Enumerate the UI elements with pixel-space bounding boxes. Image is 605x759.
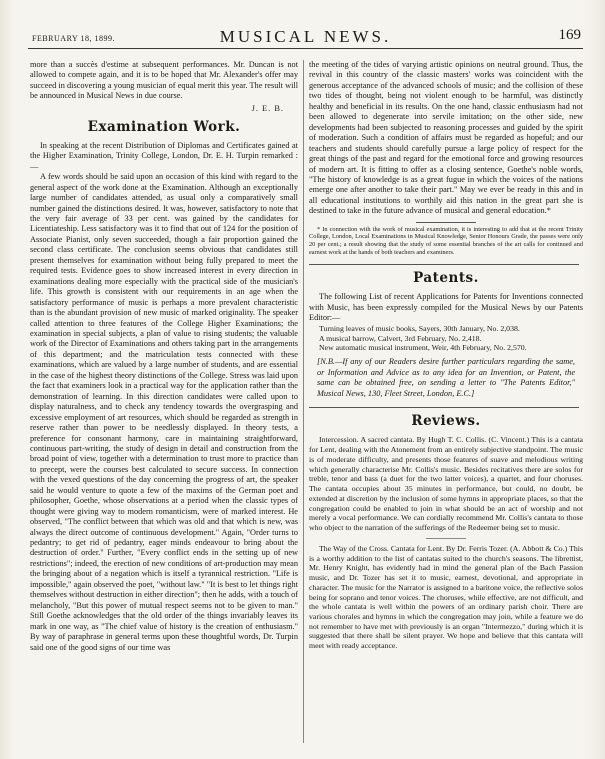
intro-signature: J. E. B. <box>251 103 284 113</box>
patents-note: [N.B.—If any of our Readers desire further particulars regarding the same, or Information and Advice as to any idea for an Invention, or Patent, the same can be obtained free, on sending a letter to "The Patents Editor," Musical News, 130, Fleet Street, London, E.C.] <box>317 357 575 398</box>
footnote-divider <box>416 222 476 223</box>
page-number: 169 <box>558 27 581 43</box>
patent-entry: A musical barrow, Calvert, 3rd February, No. 2,418. <box>319 333 482 343</box>
examination-work-heading: Examination Work. <box>87 118 241 135</box>
section-separator <box>309 264 579 265</box>
masthead-title: MUSICAL NEWS. <box>219 27 392 46</box>
article-paragraph-1: In speaking at the recent Distribution of Diplomas and Certificates gained at the Higher Examination, Trinity College, London, Dr. E. H. Turpin remarked :— <box>30 140 298 171</box>
intro-paragraph: more than a succès d'estime at subsequent performances. Mr. Duncan is not allowed to compete again, and it is to be hoped that Mr. Alexander's offer may succeed in discovering a young musician of equal merit this year. The result will be announced in Musical News in due course. <box>30 60 298 101</box>
article-continuation: the meeting of the tides of varying artistic opinions on neutral ground. Thus, the revival in this country of the classic masters' works was coincident with the generous acceptance of the advanced schools of music; and the collision of these two tides of thought, being not violent enough to be harmful, was distinctly healthy and beneficial in its results. On the one hand, classic enthusiasm had not been allowed to degenerate into servile imitation; on the other side, new developments had been subjected to reasoning processes and guided by the spirit of moderation. Such a condition of affairs must be regarded as hopeful; and our teachers and students should carefully pursue a large policy of respect for the great things of the past and regard for the emotional force and growing resources of modern art. It is fitting to offer as a closing sentence, Goethe's noble words, "The history of knowledge is as a great fugue in which the voices of the nations emerge one after another to take their part." May we ever be ready in this and in all educational institutions to worthily aid this nation in the great part she is destined to take in the future advance of musical and general education.* <box>309 60 583 216</box>
right-column <box>309 60 583 745</box>
left-column <box>30 60 298 745</box>
page-header <box>28 24 583 49</box>
section-separator <box>309 407 579 408</box>
issue-date: FEBRUARY 18, 1899. <box>32 34 115 43</box>
footnote: * In connection with the work of musical examination, it is interesting to add that at the recent Trinity College, London, Local Examinations in Musical Knowledge, Senior Honours Grade, the passes were only 20 per cent.; a result showing that the study of some essential branches of the art calls for continued and earnest work at the hands of both teachers and examiners. <box>309 225 583 256</box>
patent-entry: New automatic musical instrument, Weir, 4th February, No. 2,570. <box>319 343 527 353</box>
patents-heading: Patents. <box>413 270 479 287</box>
reviews-heading: Reviews. <box>411 413 481 430</box>
review-divider <box>426 538 466 539</box>
review-entry: The Way of the Cross. Cantata for Lent. By Dr. Ferris Tozer. (A. Abbott & Co.) This is a worthy addition to the list of cantatas suited to the church's seasons. The librettist, Mr. Henry Knight, has evidently had in mind the general plan of the Bach Passion music, and Dr. Tozer has set it to music, earnest, devotional, and appropriate in character. The music for the Narrator is assigned to a baritone voice, the reflective solos being for soprano and tenor voices. The choruses, while effective, are not difficult, and the whole cantata is well within the powers of an ordinary parish choir. There are various chorales and hymns in which the congregation may join, while a feature we do not remember to have met with previously is an organ "Intermezzo," during which it is suggested that there shall be silent prayer. We hope and believe that this cantata will meet with ready acceptance. <box>309 543 583 651</box>
article-paragraph-2: A few words should be said upon an occasion of this kind with regard to the general aspect of the work done at the Examination. Although an exceptionally large number of candidates attended, as usual only a comparatively small number gained the distinctions desired. It was, however, satisfactory to note that the very fair average of 33 per cent. was gained by the candidates for Licentiateship. Less satisfactory was it to find that out of 124 for the position of Associate Pianist, only seven succeeded, though a fair proportion gained the second class certificate. The conclusion seems obvious that candidates still present themselves for examination without being fully prepared to meet the required tests. Evidence goes to show increased interest in every direction in examinations dealing more especially with the practical side of the musician's life. This growth is consistent with our requirements in an age when the satisfactory performance of music is perhaps a more prevalent characteristic than is the abundant provision of new music of marked originality. The speaker called attention to three features of the College Higher Examinations; the examination in special subjects, a plan of value to rising students; the valuable work of the Director of Examinations and others taking part in the arrangements of this department; and the matriculation tests connected with these examinations, which are valued by a large number of students, and are essential in the case of the highest theory distinctions of the College. Stress was laid upon the fact that examiners look in a practical way for the application rather than the demonstration of learning. In this direction candidates were called upon to display naturalness, and to check any tendency towards the overgrasping and excessive employment of art resources, which should be regarded as strength in reserve rather than power to be needlessly displayed. In theory tests, a preference for consonant harmony, care in maintaining straightforward, continuous part-writing, the study of design in detail and construction from the broad point of view, together with a determination to trust more to practice than to precept, were the courses best calculated to secure success. In connection with the vexed questions of the day concerning the progress of art, the speaker said he would venture to quote a few of the maxims of the German poet and philosopher, Goethe, whose observations at a period when the classic types of thought were giving way to modern romanticism, were of marked interest. He observed, "The conflict between that which was old and that which is new, was always the direct outcome of continuous development." Again, "Order turns to pedantry; to get rid of pedantry, eager minds endeavour to bring about the destruction of order." Further, "Every conflict ends in the setting up of new restrictions"; indeed, the erection of new conditions of art-production may mean the bringing about of a negation which is itself a tyrannical restriction. "Life is impossible," again observed the poet, "without law." "It is best to let things right themselves without destruction in either direction"; then he adds, with a touch of melancholy, "But this power of mutual respect seems not to be given to man." Still Goethe acknowledges that the old order of the things invariably leaves its mark in one way, as "The chief value of history is the creation of enthusiasm." By way of paraphrase in general terms upon these thoughtful words, Dr. Turpin said one of the good signs of our time was <box>30 172 298 652</box>
column-divider <box>303 60 304 743</box>
patents-intro: The following List of recent Applications for Patents for Inventions connected with Music, has been expressly compiled for the Musical News by our Patents Editor:— <box>309 292 583 323</box>
review-entry: Intercession. A sacred cantata. By Hugh T. C. Collis. (C. Vincent.) This is a cantata for Lent, dealing with the Atonement from an entirely subjective standpoint. The music is of moderate difficulty, and presents those features of suave and melodious writing which generally characterise Mr. Collis's music. Besides recitatives there are solos for treble, tenor and bass (a duet for the two latter voices), a quartet, and four choruses. The cantata occupies about 35 minutes in performance, but could, no doubt, be extended at discretion by the inclusion of some hymns in appropriate places, so that the congregation could be enabled to join in what should be an act of worship and not merely a vocal performance. We can cordially recommend Mr. Collis's cantata to those who object to the narration of the sufferings of the Redeemer being set to music. <box>309 435 583 533</box>
patent-entry: Turning leaves of music books, Sayers, 30th January, No. 2,038. <box>319 323 520 333</box>
